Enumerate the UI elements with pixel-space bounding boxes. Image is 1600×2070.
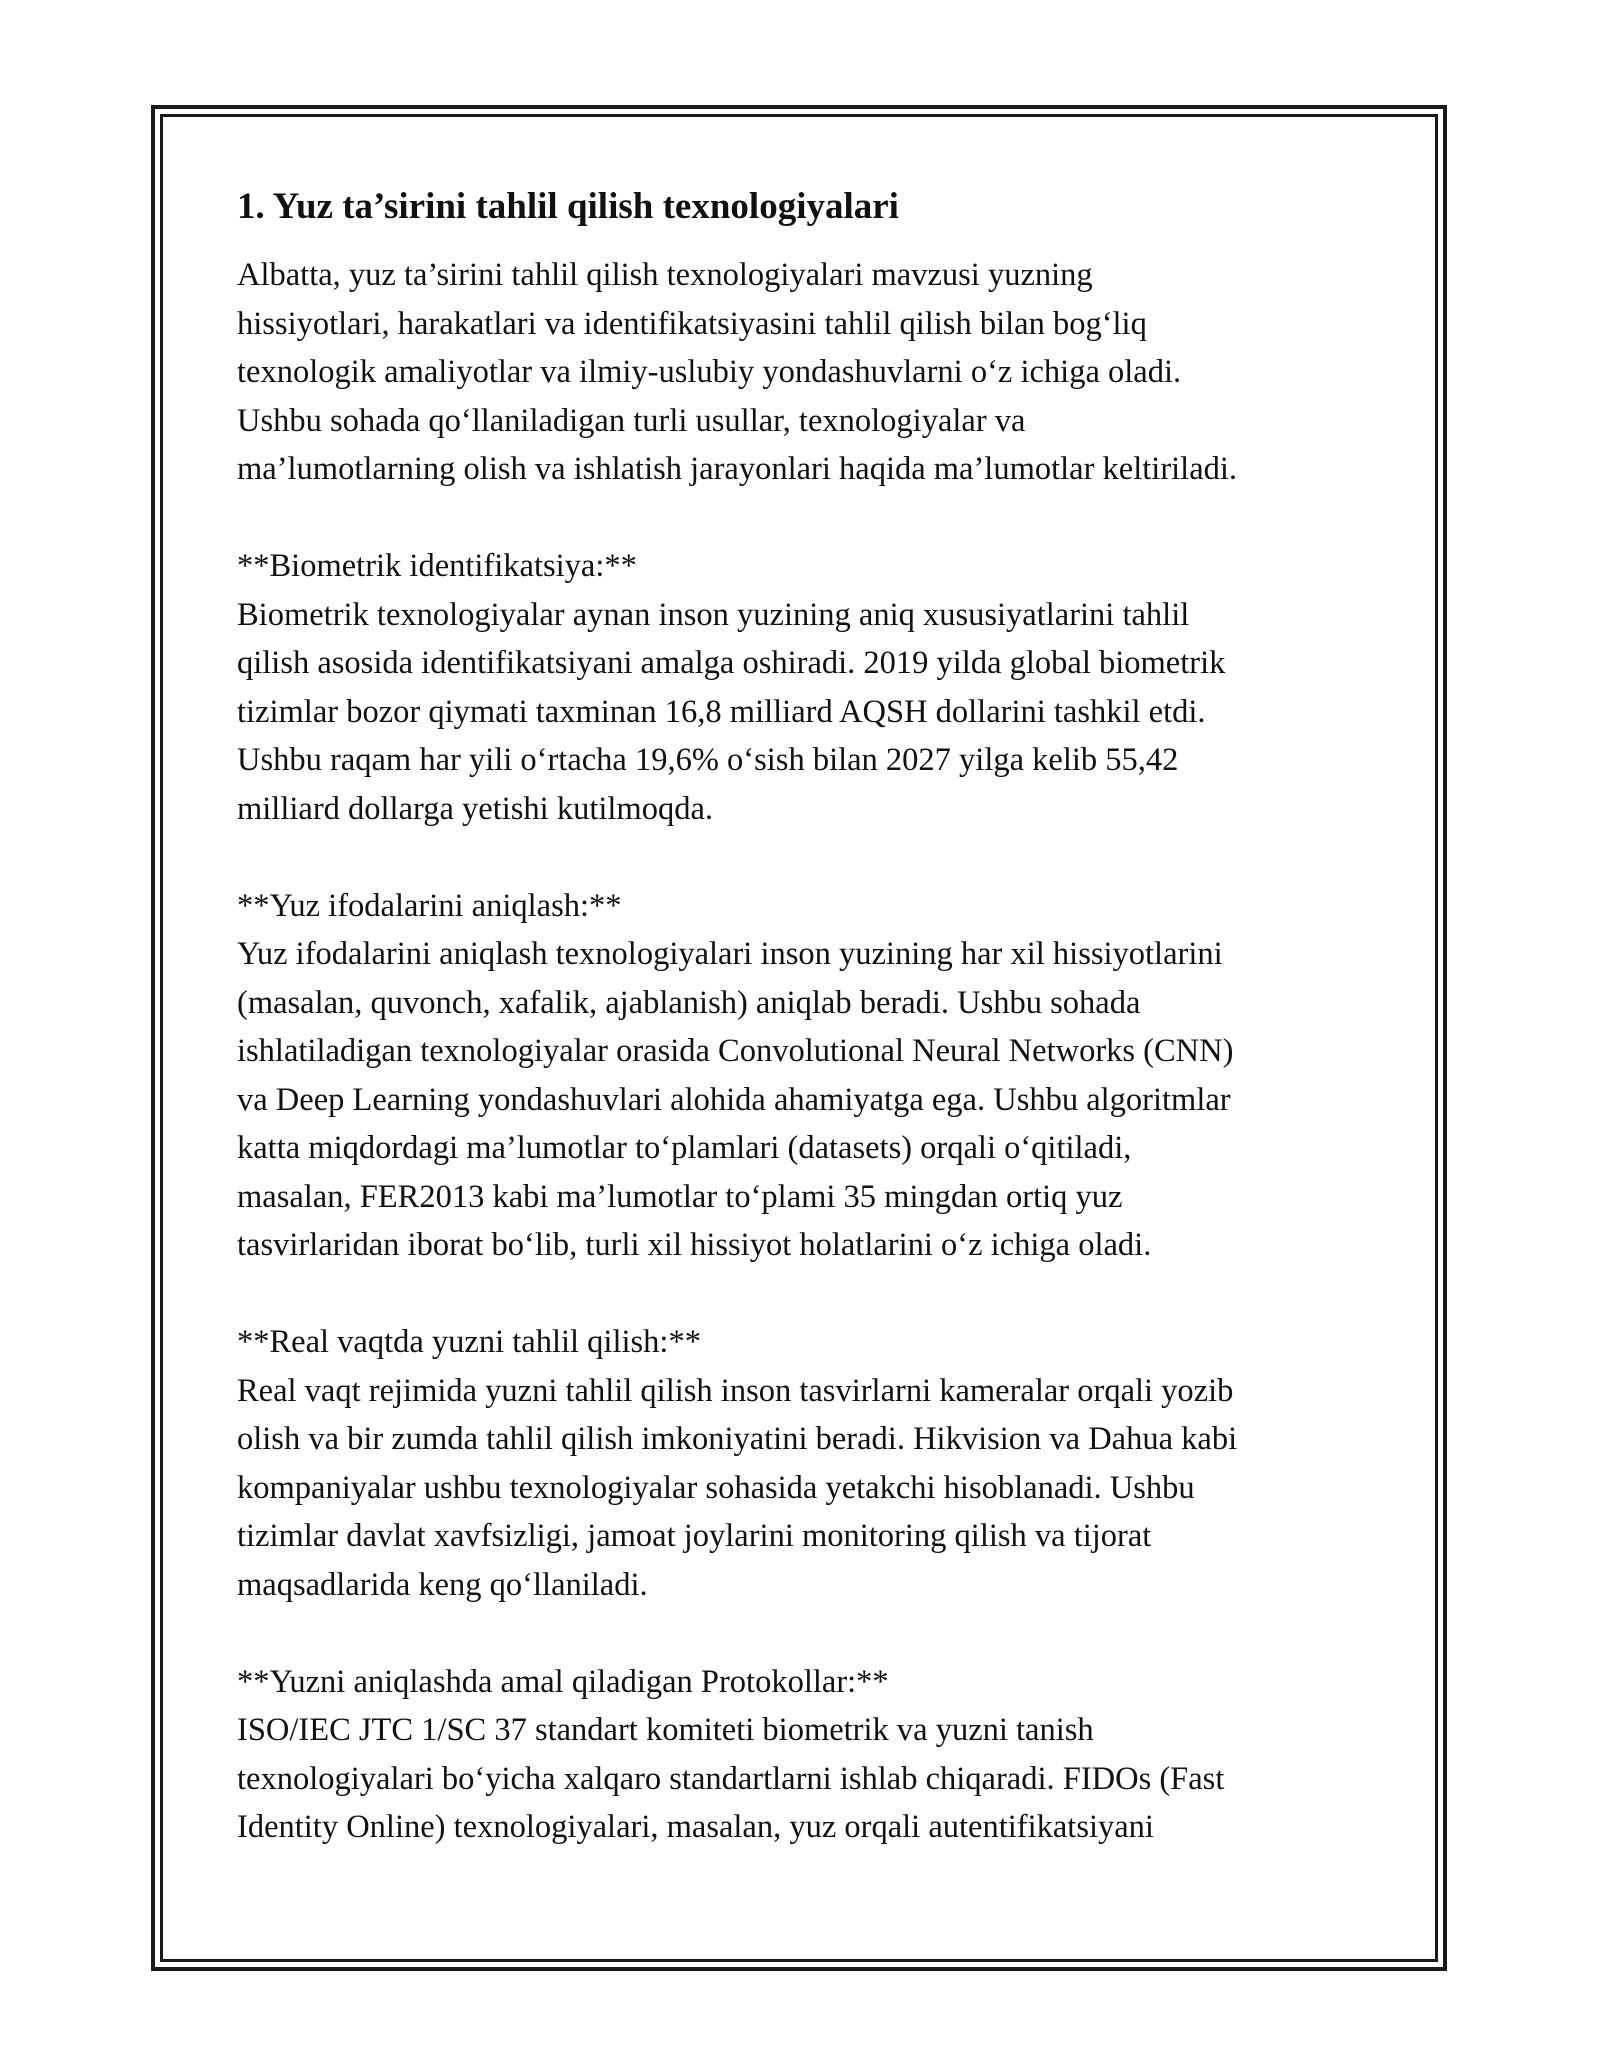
protocols-title: **Yuzni aniqlashda amal qiladigan Protokollar:**	[237, 1663, 889, 1700]
realtime-paragraph: Real vaqt rejimida yuzni tahlil qilish inson tasvirlarni kameralar orqali yozib olish va bir zumda tahlil qilish imkoniyatini beradi. Hikvision va Dahua kabi kompaniyalar ushbu texnologiyalar sohasida yetakchi hisoblanadi. Ushbu tizimlar davlat xavfsizligi, jamoat joylarini monitoring qilish va tijorat maqsadlarida keng qo‘llaniladi.	[237, 1372, 1238, 1603]
protocols-paragraph: ISO/IEC JTC 1/SC 37 standart komiteti biometrik va yuzni tanish texnologiyalari bo‘yicha xalqaro standartlarni ishlab chiqaradi. FIDOs (Fast Identity Online) texnologiyalari, masalan, yuz orqali autentifikatsiyani	[237, 1712, 1225, 1845]
expression-paragraph: Yuz ifodalarini aniqlash texnologiyalari inson yuzining har xil hissiyotlarini (masalan, quvonch, xafalik, ajablanish) aniqlab beradi. Ushbu sohada ishlatiladigan texnologiyalar orasida Convolutional Neural Networks (CNN) va Deep Learning yondashuvlari alohida ahamiyatga ega. Ushbu algoritmlar katta miqdordagi ma’lumotlar to‘plamlari (datasets) orqali o‘qitiladi, masalan, FER2013 kabi ma’lumotlar to‘plami 35 mingdan ortiq yuz tasvirlaridan iborat bo‘lib, turli xil hissiyot holatlarini o‘z ichiga oladi.	[237, 936, 1234, 1263]
paragraph-spacer	[237, 833, 1377, 882]
realtime-title: **Real vaqtda yuzni tahlil qilish:**	[237, 1324, 701, 1360]
intro-paragraph: Albatta, yuz ta’sirini tahlil qilish texnologiyalari mavzusi yuzning hissiyotlari, harakatlari va identifikatsiyasini tahlil qilish bilan bog‘liq texnologik amaliyotlar va ilmiy-uslubiy yondashuvlarni o‘z ichiga oladi. Ushbu sohada qo‘llaniladigan turli usullar, texnologiyalar va ma’lumotlarning olish va ishlatish jarayonlari haqida ma’lumotlar keltiriladi.	[237, 257, 1238, 487]
biometric-paragraph: Biometrik texnologiyalar aynan inson yuzining aniq xususiyatlarini tahlil qilish asosida identifikatsiyani amalga oshiradi. 2019 yilda global biometrik tizimlar bozor qiymati taxminan 16,8 milliard AQSH dollarini tashkil etdi. Ushbu raqam har yili o‘rtacha 19,6% o‘sish bilan 2027 yilga kelib 55,42 milliard dollarga yetishi kutilmoqda.	[237, 596, 1226, 827]
document-body	[237, 183, 1377, 1852]
paragraph-spacer	[237, 494, 1377, 543]
paragraph-spacer	[237, 1270, 1377, 1319]
paragraph-spacer	[237, 1609, 1377, 1658]
expression-title: **Yuz ifodalarini aniqlash:**	[237, 887, 622, 924]
section-heading: 1. Yuz ta’sirini tahlil qilish texnologiyalari	[237, 186, 899, 227]
biometric-title: **Biometrik identifikatsiya:**	[237, 548, 637, 584]
